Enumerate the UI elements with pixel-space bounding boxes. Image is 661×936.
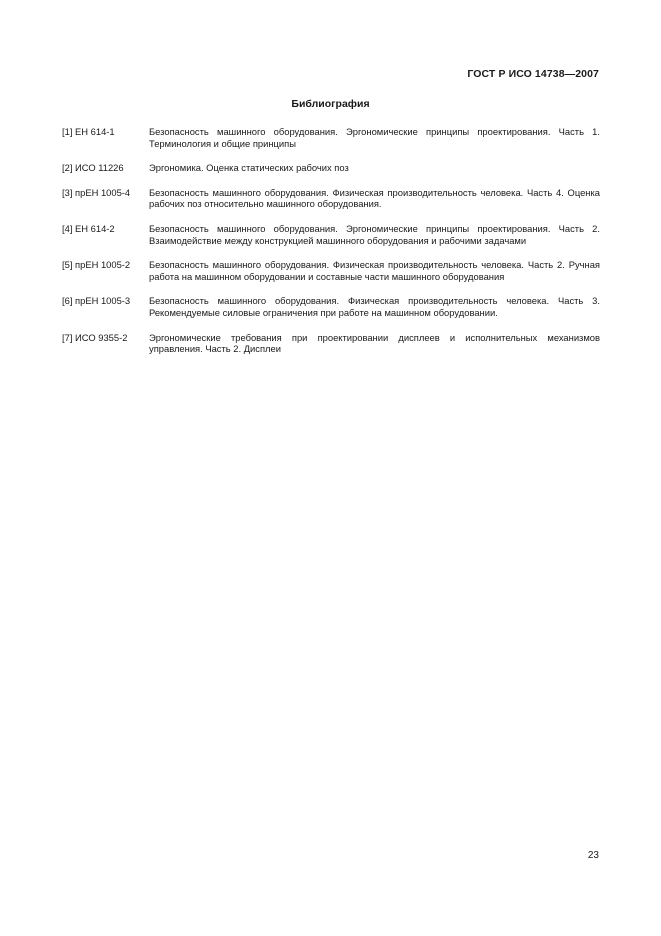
bibliography-ref: [4] ЕН 614-2 <box>62 222 115 234</box>
bibliography-entry-5 <box>62 259 600 282</box>
bibliography-ref: [5] прЕН 1005-2 <box>62 259 131 271</box>
page-number: 23 <box>587 850 599 861</box>
bibliography-text: Безопасность машинного оборудования. Эргономические принципы проектирования. Часть 1. Терминология и общие принципы <box>149 126 600 149</box>
bibliography-text: Безопасность машинного оборудования. Физическая производительность человека. Часть 4. Оценка рабочих поз относительно машинного оборудования. <box>149 186 600 210</box>
bibliography-list <box>62 126 600 368</box>
bibliography-text: Безопасность машинного оборудования. Физическая производительность человека. Часть 2. Ручная работа на машинном оборудовании и составные части машинного оборудования <box>149 259 600 282</box>
bibliography-entry-1 <box>62 126 600 149</box>
bibliography-entry-7 <box>62 332 600 355</box>
page-title: Библиография <box>291 98 370 110</box>
bibliography-ref: [2] ИСО 11226 <box>62 162 124 174</box>
bibliography-ref: [3] прЕН 1005-4 <box>62 186 131 198</box>
bibliography-ref: [6] прЕН 1005-3 <box>62 295 131 307</box>
bibliography-entry-3 <box>62 187 600 210</box>
document-code: ГОСТ Р ИСО 14738—2007 <box>467 68 599 80</box>
bibliography-entry-4 <box>62 223 600 246</box>
bibliography-entry-2 <box>62 162 600 174</box>
bibliography-ref: [1] ЕН 614-1 <box>62 126 115 137</box>
bibliography-entry-6 <box>62 295 600 318</box>
bibliography-text: Эргономические требования при проектировании дисплеев и исполнительных механизмов управления. Часть 2. Дисплеи <box>149 331 600 355</box>
bibliography-text: Безопасность машинного оборудования. Физическая производительность человека. Часть 3. Рекомендуемые силовые ограничения при работе на машинном оборудовании. <box>149 295 600 318</box>
bibliography-ref: [7] ИСО 9355-2 <box>62 331 128 343</box>
bibliography-text: Эргономика. Оценка статических рабочих поз <box>149 162 349 174</box>
bibliography-text: Безопасность машинного оборудования. Эргономические принципы проектирования. Часть 2. Взаимодействие между конструкцией машинного оборудования и рабочими задачами <box>149 222 600 246</box>
